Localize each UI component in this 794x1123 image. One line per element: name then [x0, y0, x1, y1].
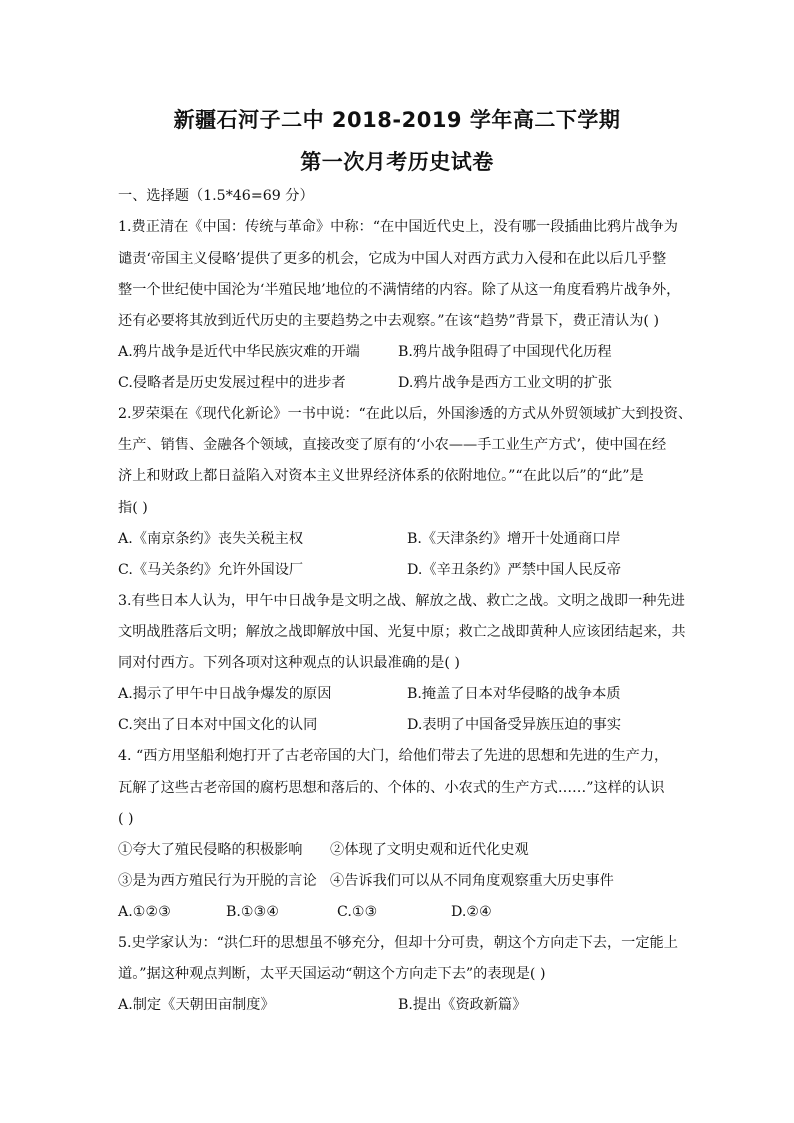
q4-statement-3: ③是为西方殖民行为开脱的言论 [118, 873, 317, 889]
q3-option-d: D.表明了中国备受异族压迫的事实 [407, 717, 622, 733]
q4-line: 4. “西方用坚船利炮打开了古老帝国的大门，给他们带去了先进的思想和先进的生产力， [118, 748, 669, 764]
q4-statement-2: ②体现了文明史观和近代化史观 [330, 842, 529, 858]
q2-line: 2.罗荣渠在《现代化新论》一书中说：“在此以后，外国渗透的方式从外贸领域扩大到投资、 [118, 406, 693, 422]
q4-option-b: B.①③④ [226, 904, 280, 920]
q4-option-a: A.①②③ [118, 904, 171, 920]
q1-option-b: B.鸦片战争阻碍了中国现代化历程 [398, 344, 612, 360]
q3-line: 同对付西方。下列各项对这种观点的认识最准确的是( ) [118, 655, 460, 671]
q3-line: 3.有些日本人认为，甲午中日战争是文明之战、解放之战、救亡之战。文明之战即一种先进 [118, 593, 685, 609]
q4-statement-4: ④告诉我们可以从不同角度观察重大历史事件 [330, 873, 614, 889]
q4-line: 瓦解了这些古老帝国的腐朽思想和落后的、个体的、小农式的生产方式……”这样的认识 [118, 780, 665, 796]
q3-line: 文明战胜落后文明；解放之战即解放中国、光复中原；救亡之战即黄种人应该团结起来，共 [118, 624, 686, 640]
q2-line: 济上和财政上都日益陷入对资本主义世界经济体系的依附地位。”“在此以后”的“此”是 [118, 468, 644, 484]
q3-option-c: C.突出了日本对中国文化的认同 [118, 717, 318, 733]
q1-line: 整一个世纪使中国沦为‘半殖民地’地位的不满情绪的内容。除了从这一角度看鸦片战争外， [118, 282, 681, 298]
q5-line: 5.史学家认为：“洪仁玕的思想虽不够充分，但却十分可贵，朝这个方向走下去，一定能上 [118, 935, 678, 951]
q5-line: 道。”据这种观点判断，太平天国运动“朝这个方向走下去”的表现是( ) [118, 966, 546, 982]
q4-statement-1: ①夸大了殖民侵略的积极影响 [118, 842, 303, 858]
q1-option-d: D.鸦片战争是西方工业文明的扩张 [398, 375, 613, 391]
q1-option-c: C.侵略者是历史发展过程中的进步者 [118, 375, 346, 391]
q4-option-d: D.②④ [451, 904, 492, 920]
q4-line: ( ) [118, 811, 134, 827]
q1-line: 谴责‘帝国主义侵略’提供了更多的机会，它成为中国人对西方武力入侵和在此以后几乎整 [118, 251, 667, 267]
q1-option-a: A.鸦片战争是近代中华民族灾难的开端 [118, 344, 360, 360]
q5-option-a: A.制定《天朝田亩制度》 [118, 997, 275, 1013]
q2-line: 生产、销售、金融各个领域，直接改变了原有的‘小农——手工业生产方式’，使中国在经 [118, 437, 667, 453]
q3-option-a: A.揭示了甲午中日战争爆发的原因 [118, 686, 332, 702]
section-heading: 一、选择题（1.5*46=69 分） [118, 188, 314, 204]
q3-option-b: B.掩盖了日本对华侵略的战争本质 [407, 686, 621, 702]
q4-option-c: C.①③ [337, 904, 378, 920]
q2-option-c: C.《马关条约》允许外国设厂 [118, 562, 304, 578]
exam-subtitle: 第一次月考历史试卷 [300, 150, 494, 174]
q2-line: 指( ) [118, 500, 148, 516]
q2-option-b: B.《天津条约》增开十处通商口岸 [407, 531, 621, 547]
q1-line: 还有必要将其放到近代历史的主要趋势之中去观察。”在该“趋势”背景下，费正清认为( ) [118, 313, 659, 329]
q1-line: 1.费正清在《中国：传统与革命》中称：“在中国近代史上，没有哪一段插曲比鸦片战争为 [118, 219, 678, 235]
q2-option-d: D.《辛丑条约》严禁中国人民反帝 [407, 562, 622, 578]
exam-title: 新疆石河子二中 2018-2019 学年高二下学期 [173, 108, 621, 132]
q2-option-a: A.《南京条约》丧失关税主权 [118, 531, 304, 547]
q5-option-b: B.提出《资政新篇》 [398, 997, 527, 1013]
